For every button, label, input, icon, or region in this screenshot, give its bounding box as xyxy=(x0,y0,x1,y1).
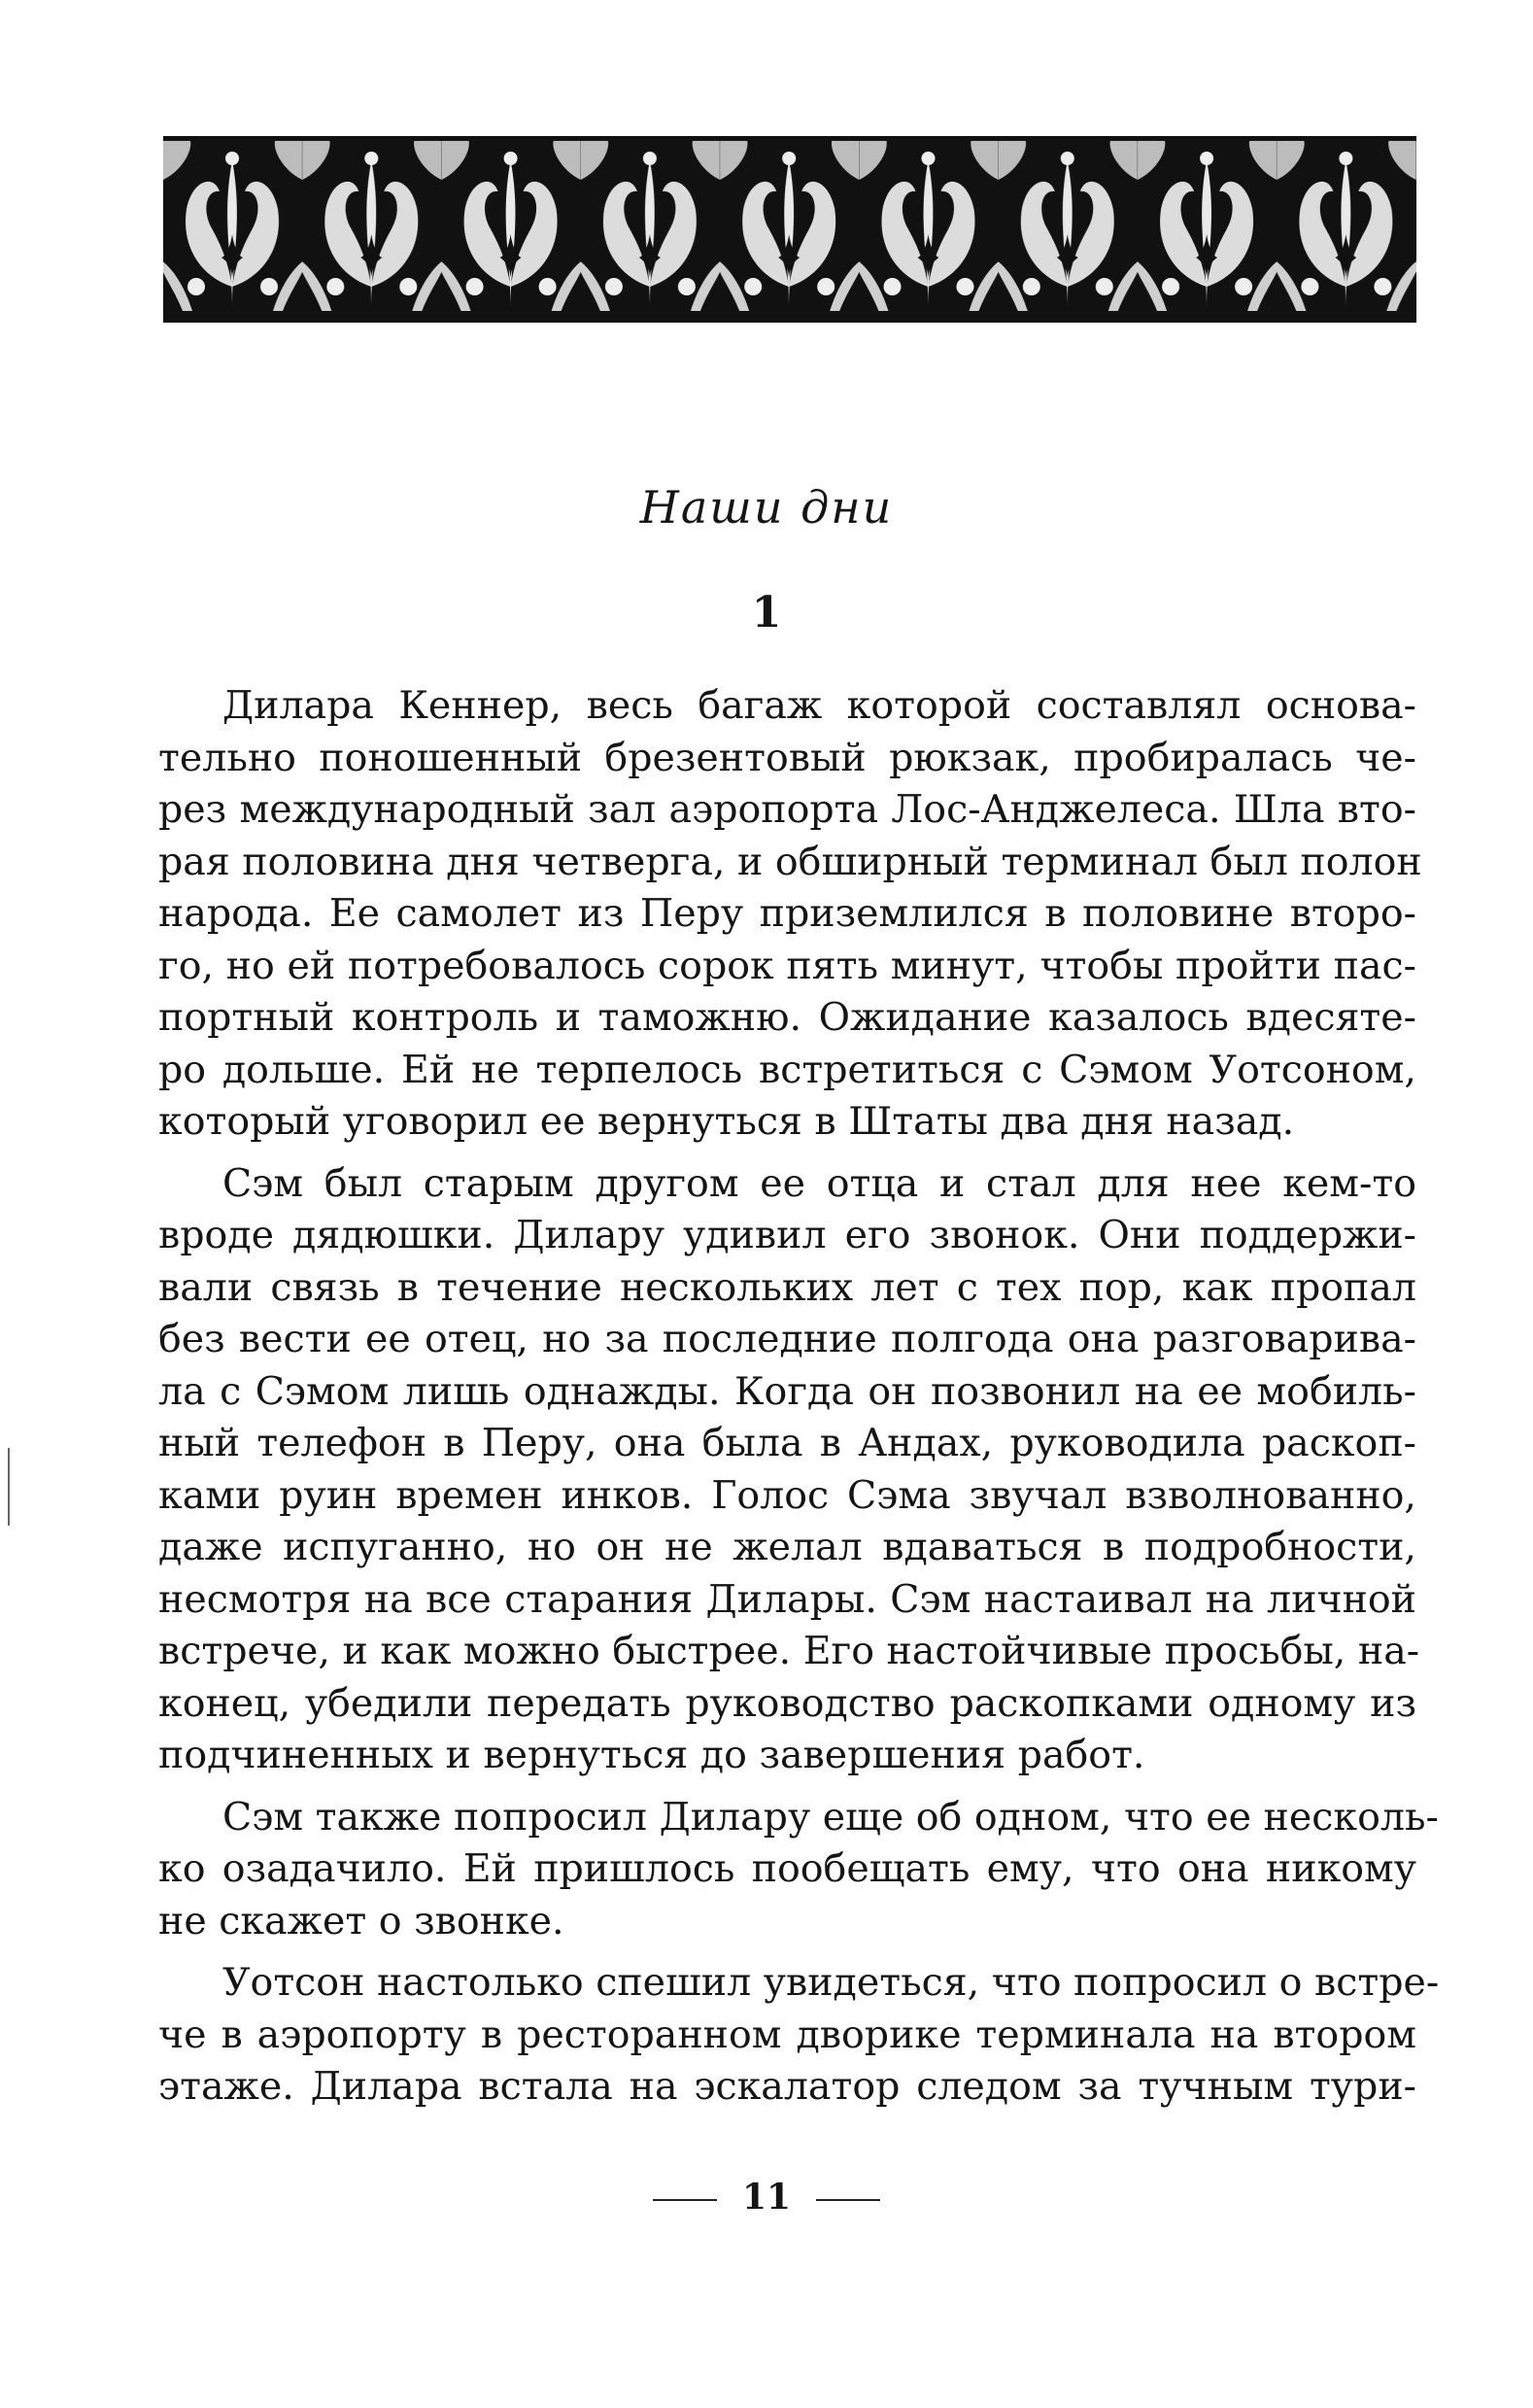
text-line: который уговорил ее вернуться в Штаты два дня назад. xyxy=(158,1099,1295,1144)
floral-ornament-icon xyxy=(163,141,1416,318)
text-line: ный телефон в Перу, она была в Андах, руководила раскоп- xyxy=(158,1421,1416,1465)
body-text xyxy=(158,680,1440,2123)
text-line: вали связь в течение нескольких лет с тех пор, как пропал xyxy=(158,1264,1416,1310)
paragraph-3 xyxy=(158,1792,1439,1948)
text-line: Сэм был старым другом ее отца и стал для нее кем-то xyxy=(222,1160,1416,1206)
text-line: конец, убедили передать руководство раскопками одному из xyxy=(158,1680,1416,1726)
chapter-number: 1 xyxy=(751,588,782,637)
text-line: вроде дядюшки. Дилару удивил его звонок. Они поддержи- xyxy=(158,1213,1416,1257)
header-ornament xyxy=(163,136,1416,323)
paragraph-4 xyxy=(158,1957,1440,2114)
text-line: подчиненных и вернуться до завершения работ. xyxy=(158,1733,1145,1777)
text-line: рая половина дня четверга, и обширный терминал был полон xyxy=(158,839,1422,884)
text-line: ро дольше. Ей не терпелось встретиться с Сэмом Уотсоном, xyxy=(158,1047,1416,1092)
text-line: рез международный зал аэропорта Лос-Анджелеса. Шла вто- xyxy=(158,787,1416,832)
text-line: ками руин времен инков. Голос Сэма звучал взволнованно, xyxy=(158,1472,1416,1518)
text-line: че в аэропорту в ресторанном дворике терминала на втором xyxy=(158,2012,1416,2057)
text-line: даже испуганно, но он не желал вдаваться в подробности, xyxy=(158,1525,1416,1569)
text-line: го, но ей потребовалось сорок пять минут, чтобы пройти пас- xyxy=(158,943,1416,988)
footer-dash-left xyxy=(653,2199,717,2201)
text-line: этаже. Дилара встала на эскалатор следом за тучным тури- xyxy=(158,2064,1416,2109)
text-line: ла с Сэмом лишь однажды. Когда он позвонил на ее мобиль- xyxy=(158,1368,1416,1414)
text-line: портный контроль и таможню. Ожидание казалось вдесяте- xyxy=(158,995,1416,1040)
text-line: тельно поношенный брезентовый рюкзак, пробиралась че- xyxy=(158,735,1416,780)
page-footer xyxy=(0,2177,1533,2218)
text-line: встрече, и как можно быстрее. Его настойчивые просьбы, на- xyxy=(158,1629,1420,1673)
text-line: ко озадачило. Ей пришлось пообещать ему, что она никому xyxy=(158,1846,1416,1891)
chapter-title: Наши дни xyxy=(639,481,894,533)
footer-dash-right xyxy=(816,2199,880,2201)
text-line: не скажет о звонке. xyxy=(158,1898,564,1944)
text-line: Уотсон настолько спешил увидеться, что попросил о встре- xyxy=(222,1960,1440,2005)
text-line: Сэм также попросил Дилару еще об одном, что ее несколь- xyxy=(222,1794,1439,1840)
text-line: Дилара Кеннер, весь багаж которой составлял основа- xyxy=(222,683,1416,728)
text-line: несмотря на все старания Дилары. Сэм настаивал на личной xyxy=(158,1576,1416,1622)
paragraph-2 xyxy=(158,1158,1420,1782)
paragraph-1 xyxy=(158,680,1422,1149)
text-line: без вести ее отец, но за последние полгода она разговарива- xyxy=(158,1317,1416,1361)
text-line: народа. Ее самолет из Перу приземлился в половине второ- xyxy=(158,891,1416,936)
page-number: 11 xyxy=(741,2177,792,2218)
scan-margin-mark xyxy=(8,1448,10,1526)
